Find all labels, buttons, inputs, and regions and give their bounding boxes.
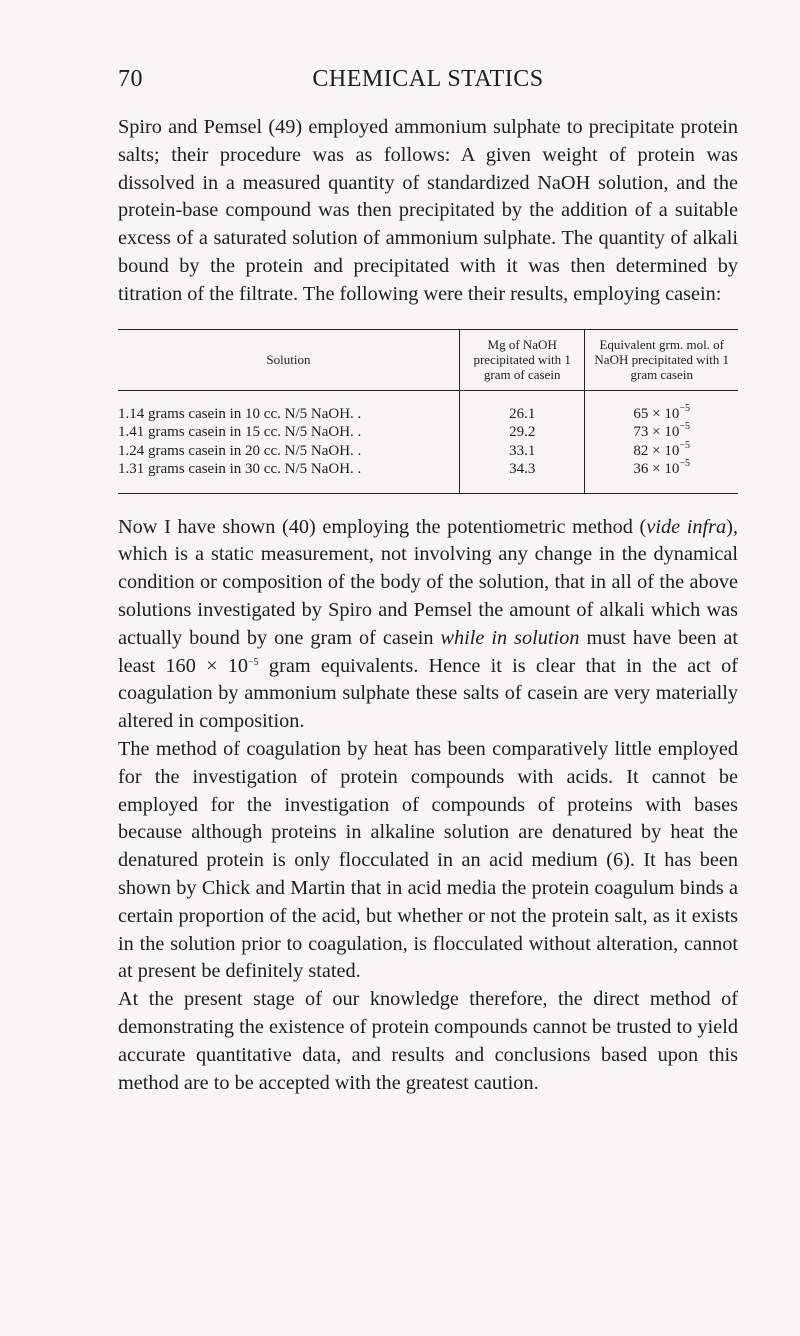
paragraph-conclusion: At the present stage of our knowledge therefore, the direct method of demonstrating the existence of protein compounds cannot be trusted to yield accurate quantitative data, and results and conclusions based upon this method are to be accepted with the greatest caution.: [118, 988, 738, 1094]
table-body: [118, 391, 738, 493]
paragraph-potentiometric: [118, 514, 738, 736]
eq-exponent: −5: [679, 402, 691, 414]
eq-base: 65 × 10: [633, 405, 680, 422]
table-cell: [585, 460, 738, 479]
eq-exponent: −5: [679, 439, 691, 451]
page-number: 70: [118, 66, 143, 92]
book-page: [118, 62, 738, 1097]
header-mg-naoh-text: Mg of NaOH precipitated with 1 gram of casein: [473, 337, 571, 383]
paragraph-heat-coagulation: The method of coagulation by heat has been comparatively little employed for the investigation of protein compounds with acids. It cannot be employed for the investigation of compounds of proteins with bases because although proteins in alkaline solution are denatured by heat the denatured protein is only flocculated in an acid medium (6). It has been shown by Chick and Martin that in acid media the protein coagulum binds a certain proportion of the acid, but whether or not the protein salt, as it exists in the solution prior to coagulation, is flocculated without alteration, cannot at present be definitely stated.: [118, 737, 738, 983]
table-cell: 26.1: [509, 405, 536, 422]
header-mg-naoh: [459, 330, 585, 390]
header-equivalent-text: Equivalent grm. mol. of NaOH precipitated with 1 gram casein: [594, 337, 730, 383]
table-cell: 33.1: [509, 442, 536, 459]
running-head: [118, 62, 738, 98]
running-title: CHEMICAL STATICS: [312, 66, 544, 92]
table-cell: [585, 423, 738, 442]
italic-run: vide infra: [646, 515, 727, 538]
header-solution: Solution: [266, 352, 311, 368]
table-cell: [585, 402, 738, 424]
text-run: Now I have shown (40) employing the potentiometric method (: [118, 515, 647, 538]
table-cell: 1.41 grams casein in 15 cc. N/5 NaOH. .: [118, 424, 362, 441]
table-cell: 29.2: [509, 424, 536, 441]
table-cell: 34.3: [509, 461, 536, 478]
eq-base: 36 × 10: [633, 461, 680, 478]
eq-exponent: −5: [679, 421, 691, 433]
eq-exponent: −5: [679, 458, 691, 470]
column-equivalent: [584, 391, 738, 493]
table-header: [118, 330, 738, 391]
paragraph-intro: Spiro and Pemsel (49) employed ammonium sulphate to precipitate protein salts; their procedure was as follows: A given weight of protein was dissolved in a measured quantity of standardized NaOH solution, and the protein-base compound was then precipitated by the addition of a suitable excess of a saturated solution of ammonium sulphate. The quantity of alkali bound by the protein and precipitated with it was then determined by titration of the filtrate. The following were their results, employing casein:: [118, 116, 738, 305]
results-table: [118, 329, 738, 494]
header-equivalent: [584, 330, 738, 390]
table-cell: 1.31 grams casein in 30 cc. N/5 NaOH. .: [118, 461, 362, 478]
text-run: gram equivalents. Hence it is clear that in the act of coagulation by ammonium sulphate these salts of casein are very materially altered in composition.: [118, 654, 738, 733]
table-cell: [585, 439, 738, 461]
eq-base: 73 × 10: [633, 424, 680, 441]
eq-base: 82 × 10: [633, 442, 680, 459]
text-run: must have been at least 160 × 10: [118, 626, 738, 677]
table-cell: 1.14 grams casein in 10 cc. N/5 NaOH. .: [118, 405, 362, 422]
superscript: −5: [248, 656, 259, 668]
column-solution: [118, 405, 459, 479]
table-cell: 1.24 grams casein in 20 cc. N/5 NaOH. .: [118, 442, 362, 459]
column-mg: [459, 391, 585, 493]
text-run: ), which is a static measurement, not involving any change in the dynamical condition or composition of the body of the solution, that in all of the above solutions investigated by Spiro and Pemsel the amount of alkali which was actually bound by one gram of casein: [118, 515, 738, 649]
italic-run: while in solution: [440, 626, 580, 649]
